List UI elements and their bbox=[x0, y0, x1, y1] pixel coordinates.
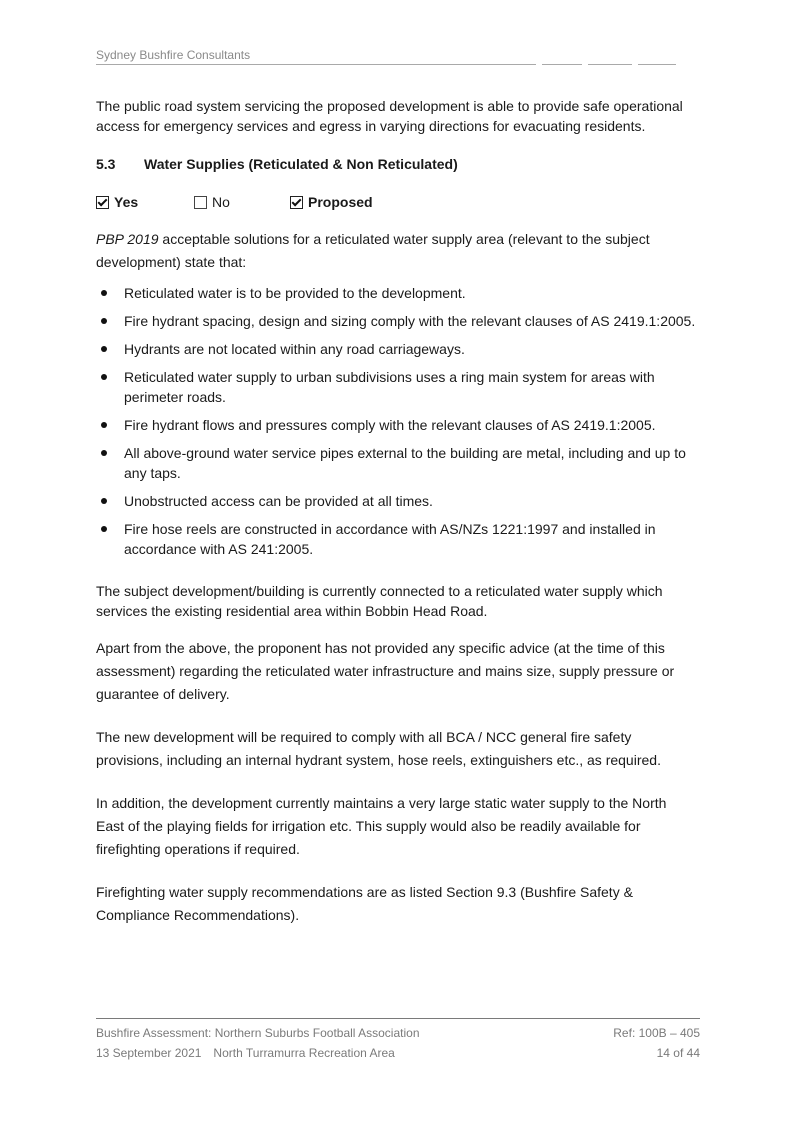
checked-box-icon bbox=[96, 196, 109, 209]
water-supply-checkboxes bbox=[96, 192, 696, 212]
bullet-icon bbox=[101, 422, 107, 428]
list-item-text: Hydrants are not located within any road carriageways. bbox=[124, 341, 465, 357]
footer-row bbox=[96, 1043, 700, 1063]
intro-paragraph: The public road system servicing the proposed development is able to provide safe operational access for emergency services and egress in varying directions for evacuating residents. bbox=[96, 98, 683, 134]
bullet-icon bbox=[101, 450, 107, 456]
list-item bbox=[96, 311, 696, 331]
acceptable-solutions-intro bbox=[96, 228, 696, 274]
footer-rule bbox=[96, 1018, 700, 1019]
acceptable-solutions-list bbox=[96, 283, 696, 559]
list-item-text: Fire hydrant spacing, design and sizing comply with the relevant clauses of AS 2419.1:2005. bbox=[124, 313, 696, 329]
body-paragraph: Firefighting water supply recommendations are as listed Section 9.3 (Bushfire Safety & Compliance Recommendations). bbox=[96, 884, 633, 923]
checkbox-yes-label: Yes bbox=[114, 194, 139, 210]
header-rule-gap bbox=[536, 63, 542, 66]
list-item-text: Fire hose reels are constructed in accordance with AS/NZs 1221:1997 and installed in accordance with AS 241:2005. bbox=[124, 521, 656, 557]
checkbox-yes[interactable] bbox=[96, 192, 194, 212]
header-rule-gap bbox=[632, 63, 638, 66]
list-item bbox=[96, 367, 696, 407]
bullet-icon bbox=[101, 318, 107, 324]
list-item-text: Unobstructed access can be provided at all times. bbox=[124, 493, 433, 509]
list-item-text: Fire hydrant flows and pressures comply with the relevant clauses of AS 2419.1:2005. bbox=[124, 417, 656, 433]
header-company-name: Sydney Bushfire Consultants bbox=[96, 48, 251, 62]
header-rule bbox=[96, 64, 676, 65]
checkbox-no[interactable] bbox=[194, 192, 290, 212]
empty-box-icon bbox=[194, 196, 207, 209]
page-header bbox=[96, 48, 676, 66]
bullet-icon bbox=[101, 498, 107, 504]
pbp-reference: PBP 2019 bbox=[96, 231, 159, 247]
list-item bbox=[96, 443, 696, 483]
list-item bbox=[96, 519, 696, 559]
list-item bbox=[96, 415, 696, 435]
bullet-icon bbox=[101, 526, 107, 532]
list-item bbox=[96, 283, 696, 303]
section-number: 5.3 bbox=[96, 156, 116, 172]
list-item bbox=[96, 339, 696, 359]
page-body bbox=[96, 96, 696, 943]
bullet-icon bbox=[101, 290, 107, 296]
footer-row bbox=[96, 1023, 700, 1043]
acceptable-solutions-text: acceptable solutions for a reticulated water supply area (relevant to the subject development) state that: bbox=[96, 231, 650, 270]
bullet-icon bbox=[101, 346, 107, 352]
body-paragraph: In addition, the development currently maintains a very large static water supply to the North East of the playing fields for irrigation etc. This supply would also be readily available for firefighting operations if required. bbox=[96, 795, 667, 857]
body-paragraph: Apart from the above, the proponent has not provided any specific advice (at the time of this assessment) regarding the reticulated water infrastructure and mains size, supply pressure or guarantee of delivery. bbox=[96, 640, 675, 702]
header-rule-gap bbox=[582, 63, 588, 66]
footer-page-number: 14 of 44 bbox=[656, 1046, 700, 1060]
list-item-text: Reticulated water is to be provided to the development. bbox=[124, 285, 466, 301]
footer-location: North Turramurra Recreation Area bbox=[213, 1046, 395, 1060]
list-item-text: Reticulated water supply to urban subdivisions uses a ring main system for areas with perimeter roads. bbox=[124, 369, 655, 405]
checkbox-proposed[interactable] bbox=[290, 192, 373, 212]
checked-box-icon bbox=[290, 196, 303, 209]
checkbox-no-label: No bbox=[212, 194, 230, 210]
checkbox-proposed-label: Proposed bbox=[308, 194, 373, 210]
footer-reference: Ref: 100B – 405 bbox=[613, 1026, 700, 1040]
body-paragraph: The new development will be required to comply with all BCA / NCC general fire safety provisions, including an internal hydrant system, hose reels, extinguishers etc., as required. bbox=[96, 729, 661, 768]
section-title: Water Supplies (Reticulated & Non Reticulated) bbox=[144, 156, 458, 172]
page-footer bbox=[96, 1018, 700, 1063]
footer-date: 13 September 2021 bbox=[96, 1046, 202, 1060]
section-heading bbox=[96, 154, 696, 174]
list-item bbox=[96, 491, 696, 511]
list-item-text: All above-ground water service pipes external to the building are metal, including and up to any taps. bbox=[124, 445, 686, 481]
bullet-icon bbox=[101, 374, 107, 380]
footer-date-location bbox=[96, 1043, 395, 1063]
body-paragraph: The subject development/building is currently connected to a reticulated water supply which services the existing residential area within Bobbin Head Road. bbox=[96, 583, 663, 619]
footer-document-title: Bushfire Assessment: Northern Suburbs Football Association bbox=[96, 1026, 420, 1040]
